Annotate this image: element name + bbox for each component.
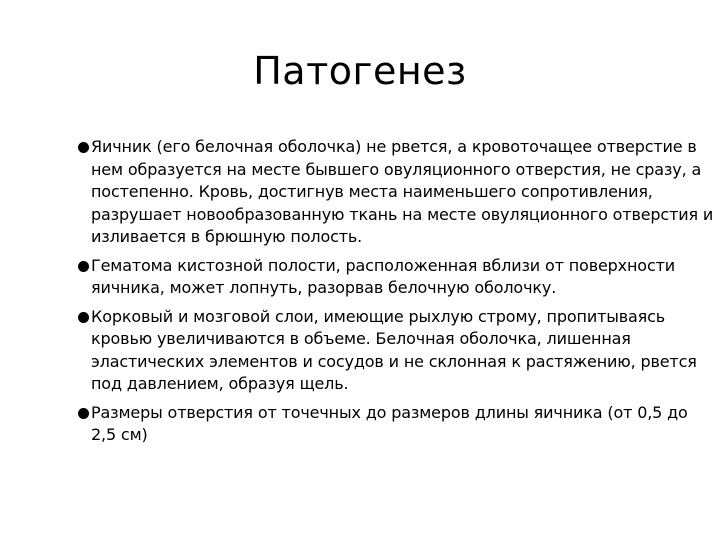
bullet-text: Корковый и мозговой слои, имеющие рыхлую строму, пропитываясь кровью увеличиваются в объеме. Белочная оболочка, лишенная эластических элементов и сосудов и не склонная к растяжению, рвется под давлением, образуя щель. [91,306,697,393]
bullet-text: Яичник (его белочная оболочка) не рвется, а кровоточащее отверстие в нем образуется на месте бывшего овуляционного отверстия, не сразу, а постепенно. Кровь, достигнув места наименьшего сопротивления, разрушает новообразованную ткань на месте овуляционного отверстия и изливается в брюшную полость. [91,137,714,246]
bullet-dot-icon [78,312,89,323]
bullet-text: Гематома кистозной полости, расположенная вблизи от поверхности яичника, может лопнуть, разорвав белочную оболочку. [91,255,676,297]
bullet-list [78,136,714,453]
bullet-item [78,136,714,249]
bullet-dot-icon [78,142,89,153]
bullet-item [78,402,714,447]
bullet-item [78,255,714,300]
slide-title: Патогенез [253,49,467,93]
bullet-dot-icon [78,408,89,419]
bullet-text: Размеры отверстия от точечных до размеров длины яичника (от 0,5 до 2,5 см) [91,402,688,444]
bullet-item [78,306,714,396]
bullet-dot-icon [78,261,89,272]
